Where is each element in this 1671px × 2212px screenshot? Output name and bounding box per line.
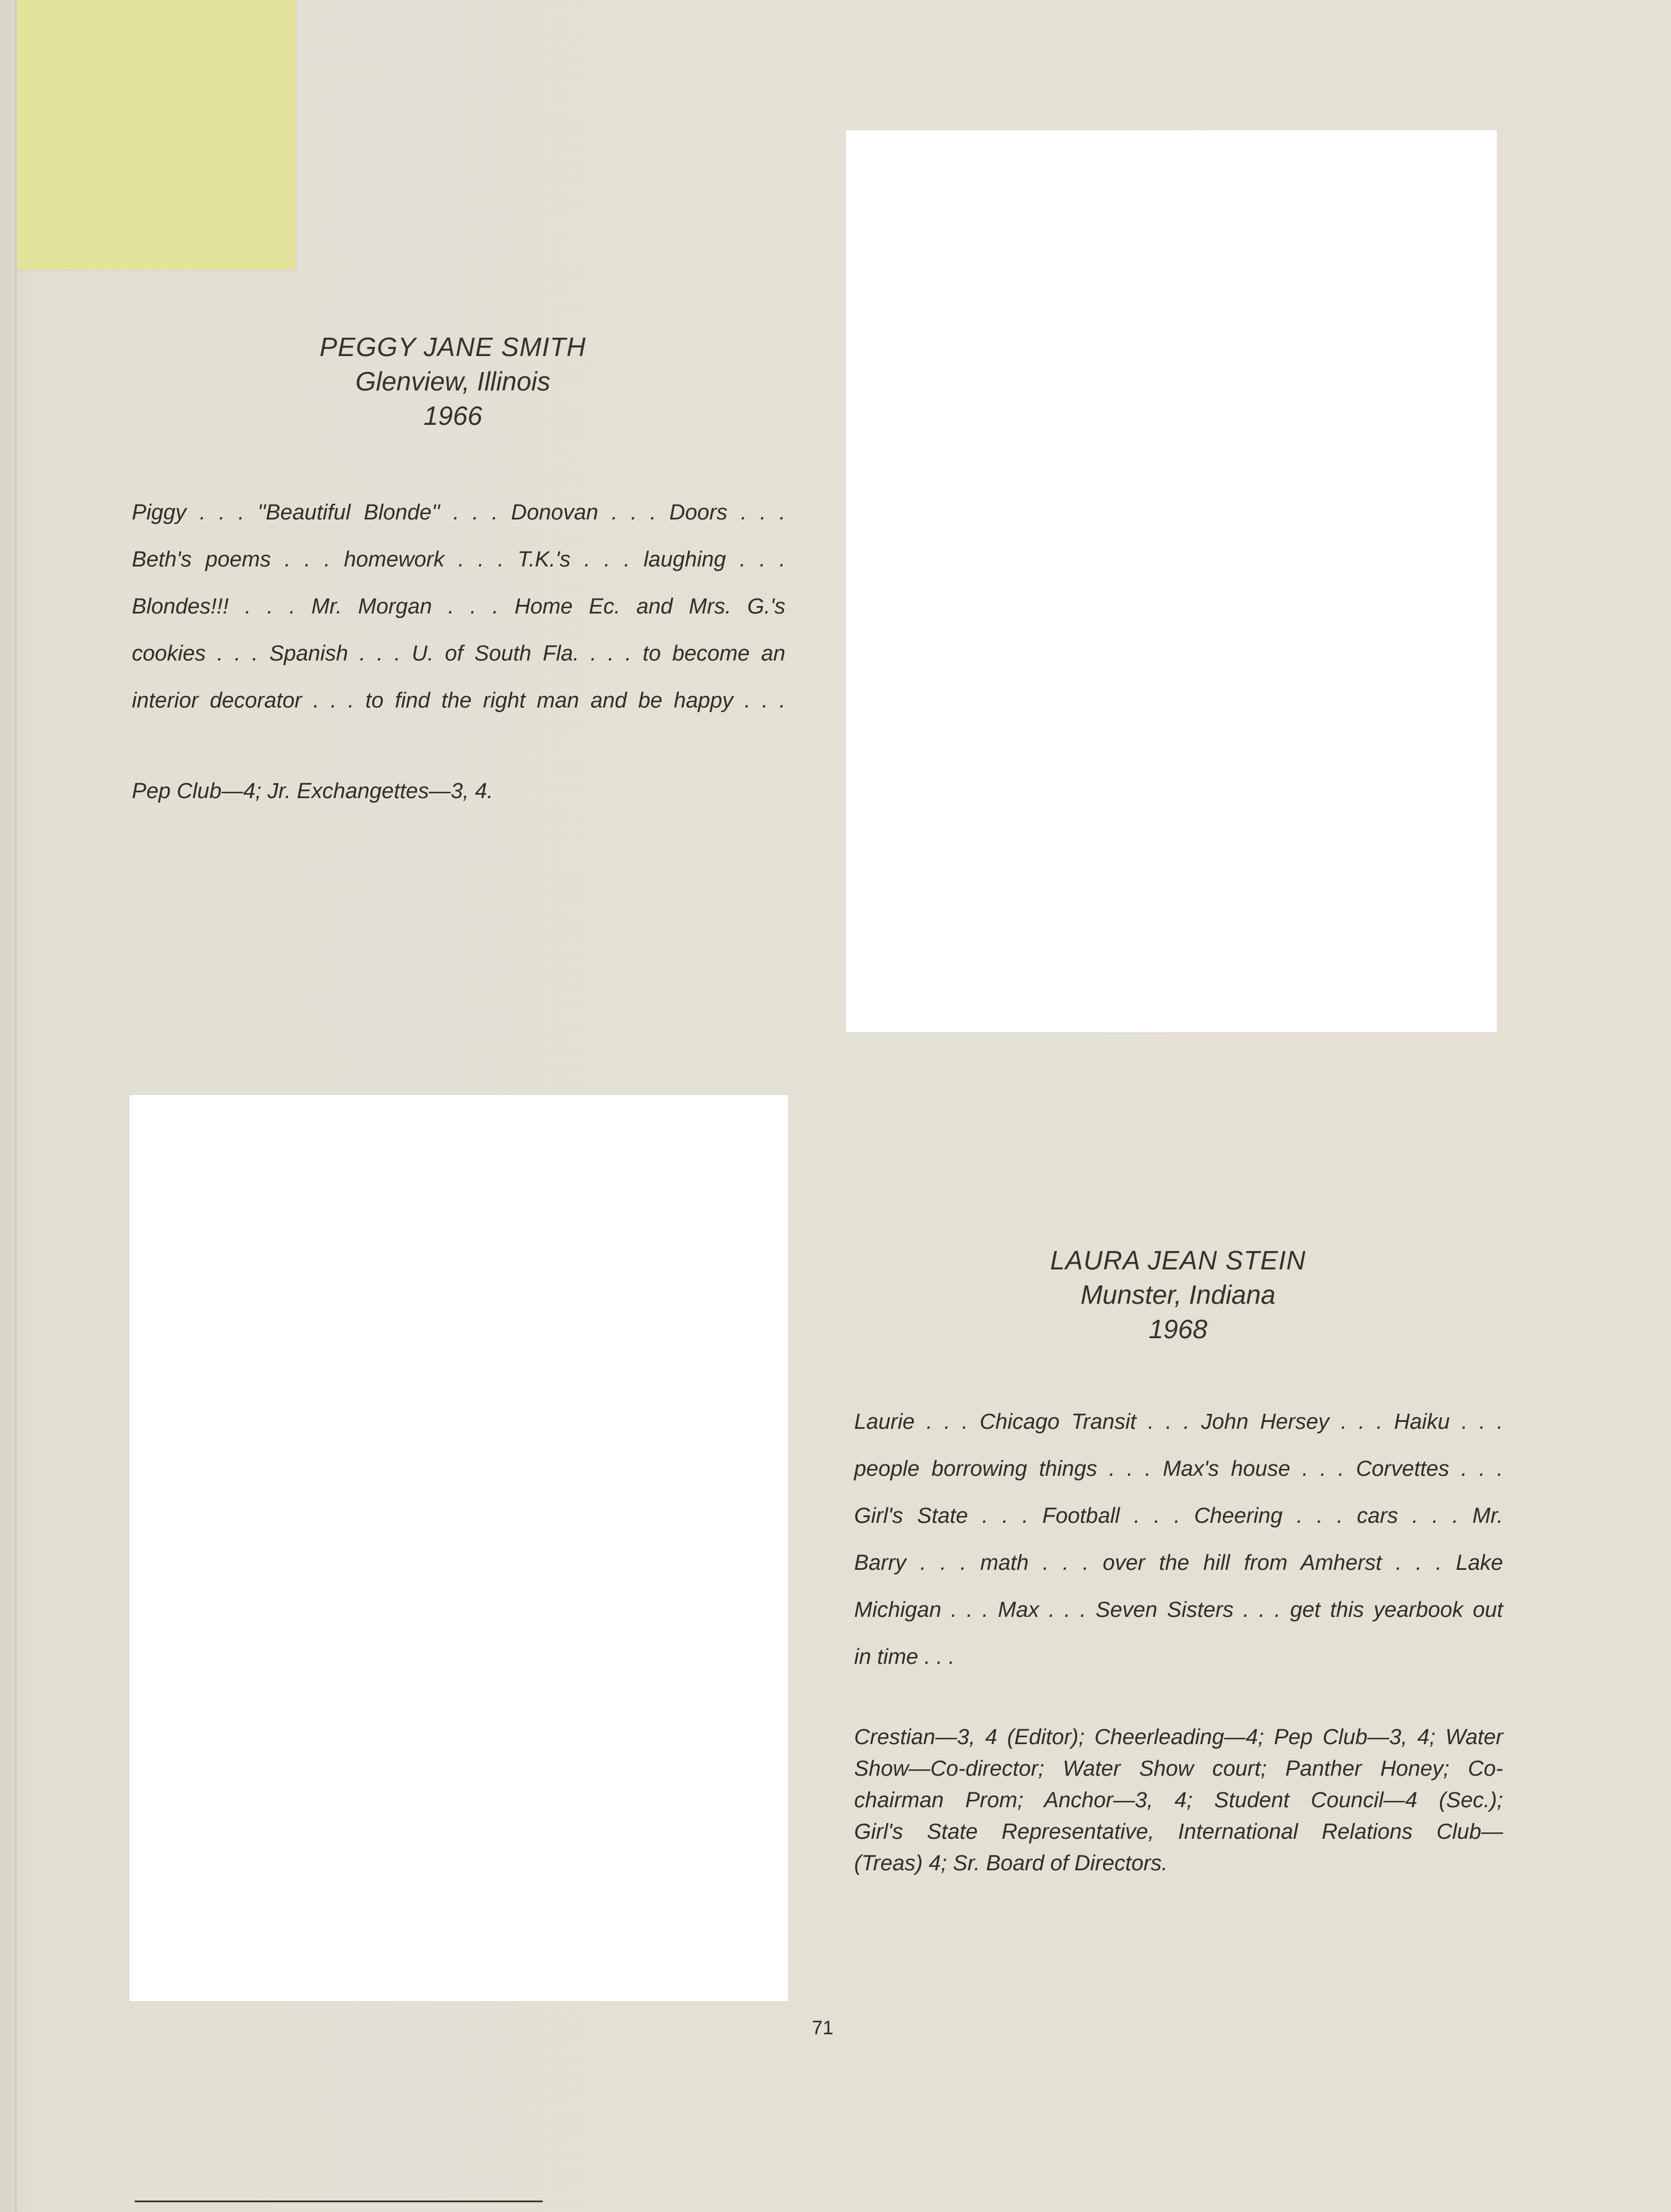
page-number: 71 (812, 2017, 833, 2039)
description-line: Barry . . . math . . . over the hill from Amherst . . . Lake (854, 1551, 1503, 1575)
activities-line: Show—Co-director; Water Show court; Panther Honey; Co- (854, 1757, 1503, 1781)
portrait-photo-placeholder-2 (130, 1095, 788, 2001)
description-line: Blondes!!! . . . Mr. Morgan . . . Home Ec. and Mrs. G.'s (132, 595, 785, 619)
activities-line: Girl's State Representative, International Relations Club— (854, 1820, 1503, 1844)
senior-description-1 (132, 489, 785, 724)
activities-line: (Treas) 4; Sr. Board of Directors. (854, 1851, 1168, 1875)
description-line: interior decorator . . . to find the right man and be happy . . . (132, 689, 785, 713)
page-edge (15, 0, 17, 2212)
senior-activities-2 (854, 1722, 1503, 1879)
senior-description-2 (854, 1398, 1503, 1681)
activities-line: Crestian—3, 4 (Editor); Cheerleading—4; Pep Club—3, 4; Water (854, 1725, 1503, 1749)
senior-heading-2 (911, 1243, 1445, 1346)
description-line: Beth's poems . . . homework . . . T.K.'s . . . laughing . . . (132, 548, 785, 572)
description-line: Michigan . . . Max . . . Seven Sisters . . . get this yearbook out (854, 1598, 1503, 1622)
description-line: cookies . . . Spanish . . . U. of South Fla. . . . to become an (132, 642, 785, 666)
description-line: in time . . . (854, 1645, 955, 1669)
senior-name: PEGGY JANE SMITH (319, 332, 586, 362)
description-line: people borrowing things . . . Max's house . . . Corvettes . . . (854, 1457, 1503, 1481)
description-line: Girl's State . . . Football . . . Cheering . . . cars . . . Mr. (854, 1504, 1503, 1528)
activities-line: chairman Prom; Anchor—3, 4; Student Council—4 (Sec.); (854, 1788, 1503, 1812)
senior-hometown: Glenview, Illinois (355, 366, 551, 396)
bottom-rule (135, 2201, 543, 2202)
sticky-note (17, 0, 296, 269)
senior-activities-1: Pep Club—4; Jr. Exchangettes—3, 4. (132, 779, 494, 803)
description-line: Laurie . . . Chicago Transit . . . John Hersey . . . Haiku . . . (854, 1410, 1503, 1434)
portrait-photo-placeholder-1 (846, 130, 1497, 1032)
senior-year: 1966 (423, 401, 483, 431)
senior-name: LAURA JEAN STEIN (1050, 1245, 1306, 1275)
description-line: Piggy . . . ''Beautiful Blonde'' . . . Donovan . . . Doors . . . (132, 501, 785, 525)
senior-heading-1 (189, 330, 717, 433)
senior-year: 1968 (1148, 1314, 1208, 1344)
senior-hometown: Munster, Indiana (1080, 1280, 1276, 1310)
